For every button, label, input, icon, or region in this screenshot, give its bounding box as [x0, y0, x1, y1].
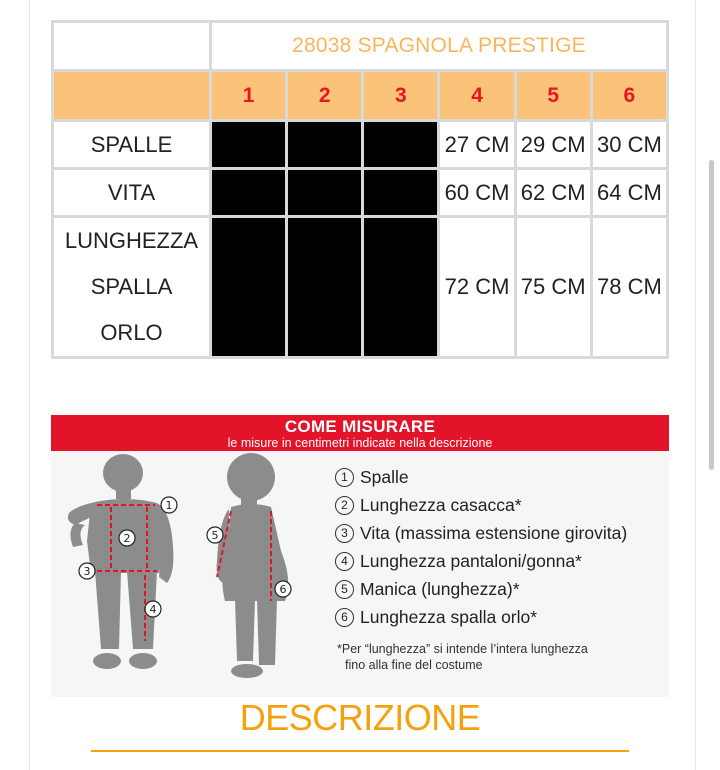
item-text: Vita (massima estensione girovita): [360, 523, 628, 543]
unavailable-cell: [288, 170, 361, 215]
value-cell: 62 CM: [517, 170, 590, 215]
unavailable-cell: [212, 170, 285, 215]
item-text: Manica (lunghezza)*: [360, 579, 520, 599]
size-2: 2: [288, 72, 361, 119]
list-item: [335, 491, 627, 519]
unavailable-cell: [364, 122, 437, 167]
description-divider: [91, 750, 629, 752]
size-header-row: [54, 72, 666, 119]
size-table: [51, 20, 669, 359]
figure-label: 6: [279, 583, 287, 596]
size-1: 1: [212, 72, 285, 119]
size-4: 4: [440, 72, 513, 119]
page-right-border: [695, 0, 696, 770]
description-heading: DESCRIZIONE: [239, 697, 481, 738]
row-label-vita: VITA: [54, 170, 209, 215]
unavailable-cell: [288, 122, 361, 167]
scrollbar[interactable]: [709, 160, 714, 470]
table-row: [54, 170, 666, 215]
unavailable-cell: [212, 122, 285, 167]
unavailable-cell: [364, 218, 437, 356]
list-item: [335, 547, 627, 575]
banner-title: COME MISURARE: [284, 417, 436, 436]
size-5: 5: [517, 72, 590, 119]
child-side-figure-icon: [201, 451, 311, 691]
figure-label: 3: [83, 565, 91, 578]
value-cell: 27 CM: [440, 122, 513, 167]
number-badge: 5: [335, 580, 354, 599]
figure-label: 1: [165, 499, 173, 512]
figure-label: 4: [149, 603, 157, 616]
number-badge: 4: [335, 552, 354, 571]
row-label-lunghezza: [54, 218, 209, 356]
unavailable-cell: [364, 170, 437, 215]
item-text: Spalle: [360, 467, 409, 487]
banner-subtitle: le misure in centimetri indicate nella descrizione: [227, 436, 493, 450]
number-badge: 3: [335, 524, 354, 543]
value-cell: 64 CM: [593, 170, 666, 215]
row-label-line: SPALLA: [90, 274, 173, 299]
row-label-spalle: SPALLE: [54, 122, 209, 167]
item-text: Lunghezza pantaloni/gonna*: [360, 551, 582, 571]
value-cell: 60 CM: [440, 170, 513, 215]
value-cell: 78 CM: [593, 218, 666, 356]
value-cell: 29 CM: [517, 122, 590, 167]
figure-label: 2: [123, 532, 131, 545]
number-badge: 2: [335, 496, 354, 515]
table-row: [54, 122, 666, 167]
product-title: 28038 SPAGNOLA PRESTIGE: [212, 23, 666, 69]
number-badge: 6: [335, 608, 354, 627]
table-row: [54, 218, 666, 356]
how-to-measure-panel: [51, 451, 669, 697]
note-line: fino alla fine del costume: [345, 658, 483, 672]
item-text: Lunghezza casacca*: [360, 495, 522, 515]
value-cell: 75 CM: [517, 218, 590, 356]
list-item: [335, 463, 627, 491]
list-item: [335, 575, 627, 603]
table-title-row: [54, 23, 666, 69]
child-front-figure-icon: [61, 451, 201, 691]
how-to-measure-banner: [51, 415, 669, 451]
figure-label: 5: [211, 529, 219, 542]
row-label-line: LUNGHEZZA: [64, 228, 199, 253]
size-3: 3: [364, 72, 437, 119]
page-left-border: [29, 0, 30, 770]
value-cell: 30 CM: [593, 122, 666, 167]
list-item: [335, 603, 627, 631]
measurement-list: [335, 463, 627, 631]
row-label-line: ORLO: [100, 320, 163, 345]
number-badge: 1: [335, 468, 354, 487]
list-item: [335, 519, 627, 547]
size-header-blank: [54, 72, 209, 119]
unavailable-cell: [212, 218, 285, 356]
note-line: *Per “lunghezza” si intende l’intera lunghezza: [337, 642, 588, 656]
size-6: 6: [593, 72, 666, 119]
unavailable-cell: [288, 218, 361, 356]
value-cell: 72 CM: [440, 218, 513, 356]
length-note: [337, 641, 588, 673]
table-corner-cell: [54, 23, 209, 69]
item-text: Lunghezza spalla orlo*: [360, 607, 538, 627]
